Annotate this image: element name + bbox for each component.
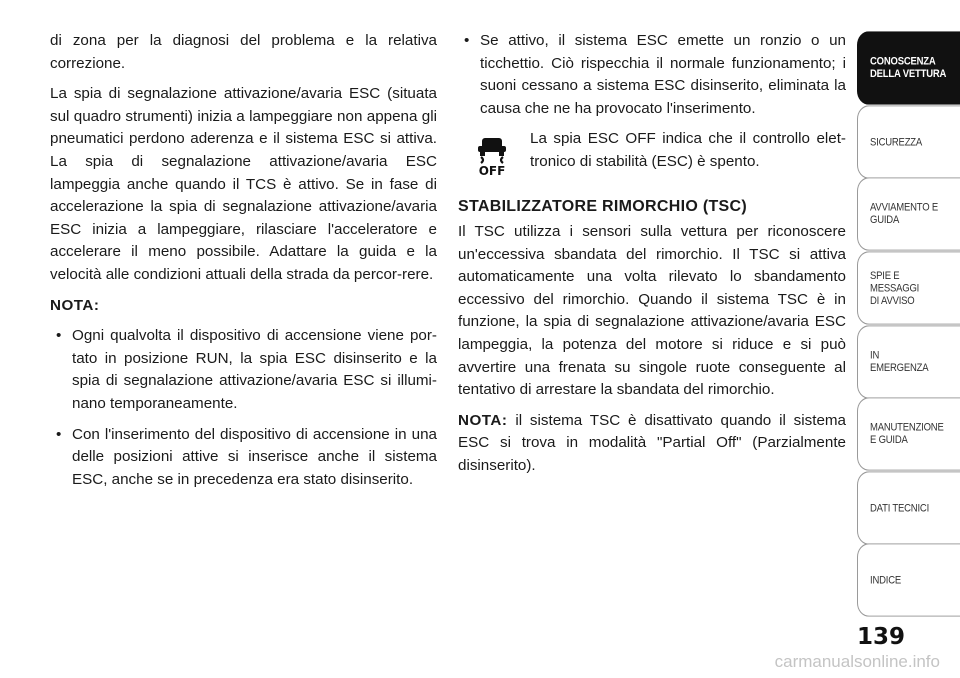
tab-conoscenza[interactable] [857,31,960,105]
tab-emergenza[interactable] [857,325,960,399]
icon-off-text: OFF [478,164,506,179]
paragraph-esc-light: La spia di segnalazione attivazione/avaria ESC (situata sul quadro strumenti) inizia a lampeggiare non appena gli pneumatici perdono aderenza e il sistema ESC si attiva. La spia di segnalazione attivazione/avaria ESC lampeggia anche quando il TCS è attivo. Se in fase di accelerazione la spia di segnalazione attivazione/avaria ESC inizia a lampeggiare, rilasciare l'acceleratore e accelerare il meno possibile. Adattare la guida e la velocità alle condizioni attuali della strada da percor-rere. [50,85,437,283]
tab-spie[interactable] [857,251,960,325]
tab-label: SPIE E MESSAGGI DI AVVISO [870,269,920,307]
tab-label: SICUREZZA [870,135,923,149]
tab-sicurezza[interactable] [857,105,960,179]
bullet-text: Se attivo, il sistema ESC emette un ronzio o un ticchettio. Ciò rispecchia il normale funzionamento; i suoni cessano a sistema ESC disinserito, eliminata la causa che ne ha provocato l'inserimento. [480,32,846,117]
tab-dati-tecnici[interactable] [857,471,960,545]
tab-label: INDICE [870,573,901,587]
bullet-text: Con l'inserimento del dispositivo di accensione in una delle posizioni attive si inserisce anche il sistema ESC, anche se in precedenza era stato disinserito. [72,425,437,488]
esc-off-warning-icon [472,132,512,178]
paragraph-nota [458,410,846,478]
list-item [50,325,437,415]
tab-label: CONOSCENZA DELLA VETTURA [870,55,947,81]
bullet-dot: • [56,425,62,443]
tab-indice[interactable] [857,543,960,617]
bullet-text: Ogni qualvolta il dispositivo di accensione viene por-tato in posizione RUN, la spia ESC disinserito e la spia di segnalazione attivazione/avaria ESC si illumi-nano temporaneamente. [72,327,437,412]
tab-label: DATI TECNICI [870,501,930,515]
section-title: STABILIZZATORE RIMORCHIO (TSC) [458,198,747,216]
page-number: 139 [856,624,905,650]
watermark: carmanualsonline.info [774,652,940,671]
tab-manutenzione[interactable] [857,397,960,471]
paragraph-intro: di zona per la diagnosi del problema e la relativa correzione. [50,32,437,72]
paragraph-tsc: Il TSC utilizza i sensori sulla vettura per riconoscere un'eccessiva sbandata del rimorchio. Il TSC si attiva automaticamente una volta rilevato lo sbandamento eccessivo del rimorchio. Quando il sistema TSC è in funzione, la spia di segnalazione attivazione/avaria ESC lampeggia, la potenza del motore si riduce e si può avvertire una frenata su singole ruote conseguente al tentativo di arrestare la sbandata del rimorchio. [458,222,846,399]
nota-heading: NOTA: [50,296,100,314]
left-column [50,30,437,499]
tab-label: AVVIAMENTO E GUIDA [870,201,938,227]
esc-off-text: La spia ESC OFF indica che il controllo elet-tronico di stabilità (ESC) è spento. [530,130,846,170]
right-column [458,30,846,486]
nota-label: NOTA: [458,411,508,429]
section-tabs [857,0,960,678]
list-item [458,30,846,120]
bullet-dot: • [464,32,470,49]
nota-text: il sistema TSC è disattivato quando il sistema ESC si trova in modalità "Partial Off" (Parzialmente disinserito). [458,411,846,474]
esc-off-note [458,128,846,178]
bullet-dot: • [56,327,62,345]
tab-label: MANUTENZIONE E GUIDA [870,421,944,447]
tab-label: IN EMERGENZA [870,349,929,375]
list-item [50,424,437,492]
tab-avviamento[interactable] [857,177,960,251]
